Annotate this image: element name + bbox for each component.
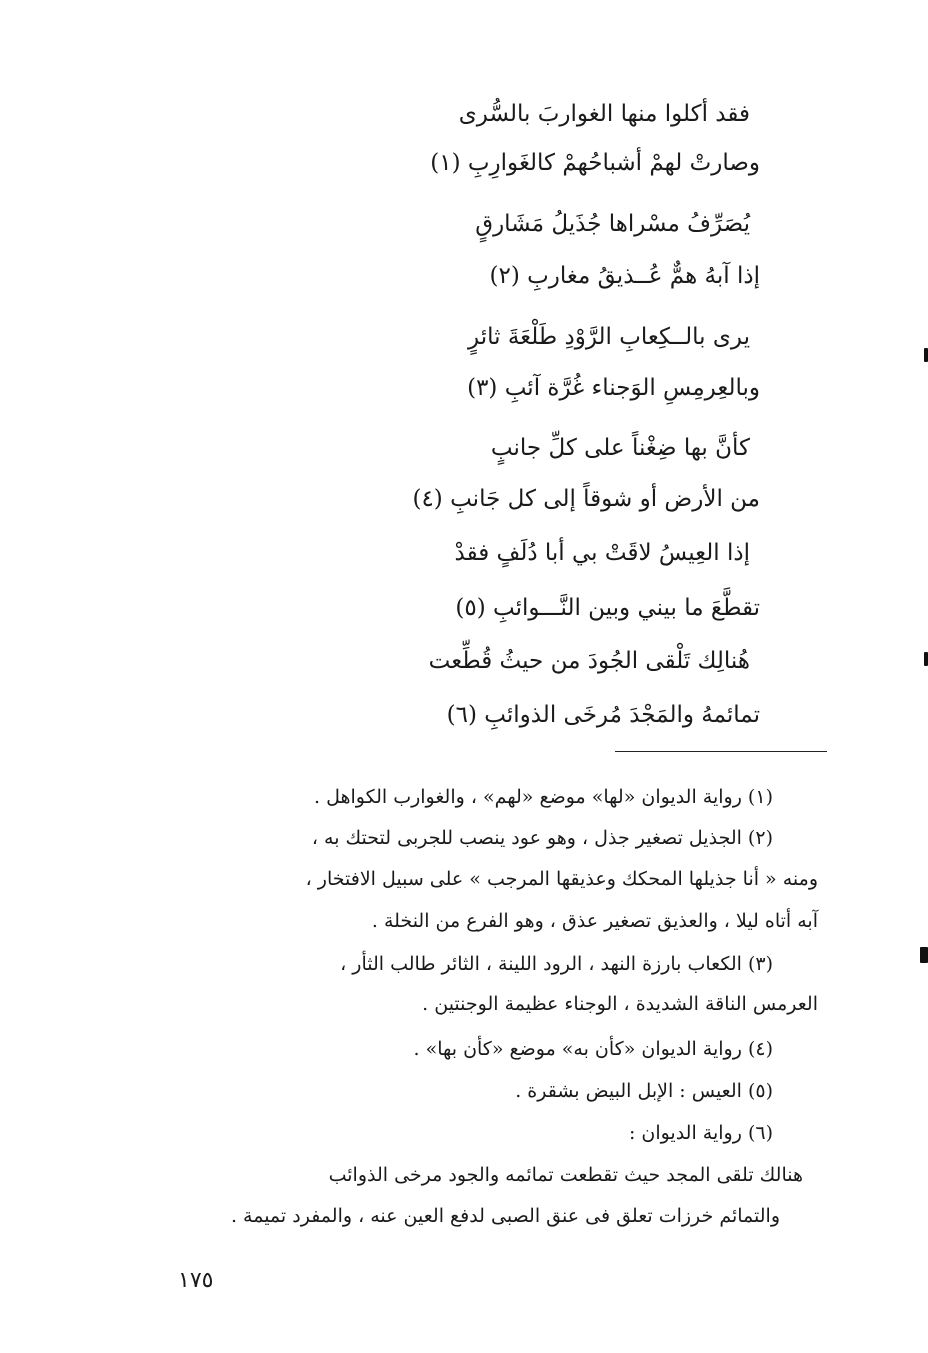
footnote-5: (٥) العيس : الإبل البيض بشقرة . <box>515 1080 773 1102</box>
verse-line-12: تمائمهُ والمَجْدَ مُرخَى الذوائبِ (٦) <box>446 702 760 728</box>
footnote-6-verse: هنالك تلقى المجد حيث تقطعت تمائمه والجود مرخى الذوائب <box>328 1164 803 1186</box>
footnote-3: (٣) الكعاب بارزة النهد ، الرود اللينة ، الثائر طالب الثأر ، <box>340 953 773 975</box>
footnote-6-cont: والتمائم خرزات تعلق فى عنق الصبى لدفع العين عنه ، والمفرد تميمة . <box>230 1205 780 1227</box>
verse-line-11: هُنالِك تَلْقى الجُودَ من حيثُ قُطِّعت <box>428 648 750 674</box>
verse-line-6: وبالعِرمِسِ الوَجناء غُرَّة آئبِ (٣) <box>467 375 760 401</box>
page-number: ١٧٥ <box>178 1268 214 1293</box>
verse-line-2: وصارتْ لهمْ أشباحُهمْ كالغَوارِبِ (١) <box>430 150 760 176</box>
footnote-2-cont-b: آبه أتاه ليلا ، والعذيق تصغير عذق ، وهو الفرع من النخلة . <box>371 910 818 932</box>
verse-line-3: يُصَرِّفُ مسْراها جُذَيلُ مَشَارقٍ <box>475 211 750 237</box>
footnote-divider <box>615 751 827 752</box>
footnote-2: (٢) الجذيل تصغير جذل ، وهو عود ينصب للجربى لتحتك به ، <box>311 827 773 849</box>
footnote-1: (١) رواية الديوان «لها» موضع «لهم» ، والغوارب الكواهل . <box>314 786 773 808</box>
verse-line-5: يرى بالــكِعابِ الرَّوْدِ طَلْعَةَ ثائرٍ <box>468 324 750 350</box>
verse-line-1: فقد أكلوا منها الغواربَ بالسُّرى <box>458 101 750 127</box>
verse-line-9: إذا العِيسُ لاقَتْ بي أبا دُلَفٍ فقدْ <box>454 540 750 566</box>
footnote-2-cont-a: ومنه « أنا جذيلها المحكك وعذيقها المرجب » على سبيل الافتخار ، <box>305 868 818 890</box>
scan-edge-mark-2 <box>924 652 928 666</box>
footnote-4: (٤) رواية الديوان «كأن به» موضع «كأن بها» . <box>413 1038 773 1060</box>
footnote-6: (٦) رواية الديوان : <box>628 1122 773 1144</box>
scan-edge-mark-1 <box>924 348 928 362</box>
scan-edge-mark-3 <box>920 947 928 963</box>
verse-line-10: تقطَّعَ ما بيني وبين النَّـــوائبِ (٥) <box>455 595 760 621</box>
verse-line-4: إذا آبهُ همٌّ عُــذيقُ مغاربِ (٢) <box>489 263 760 289</box>
verse-line-7: كأنَّ بها ضِغْناً على كلِّ جانبٍ <box>490 435 750 461</box>
verse-line-8: من الأرض أو شوقاً إلى كل جَانبِ (٤) <box>412 486 760 512</box>
footnote-3-cont: العرمس الناقة الشديدة ، الوجناء عظيمة الوجنتين . <box>422 993 818 1015</box>
